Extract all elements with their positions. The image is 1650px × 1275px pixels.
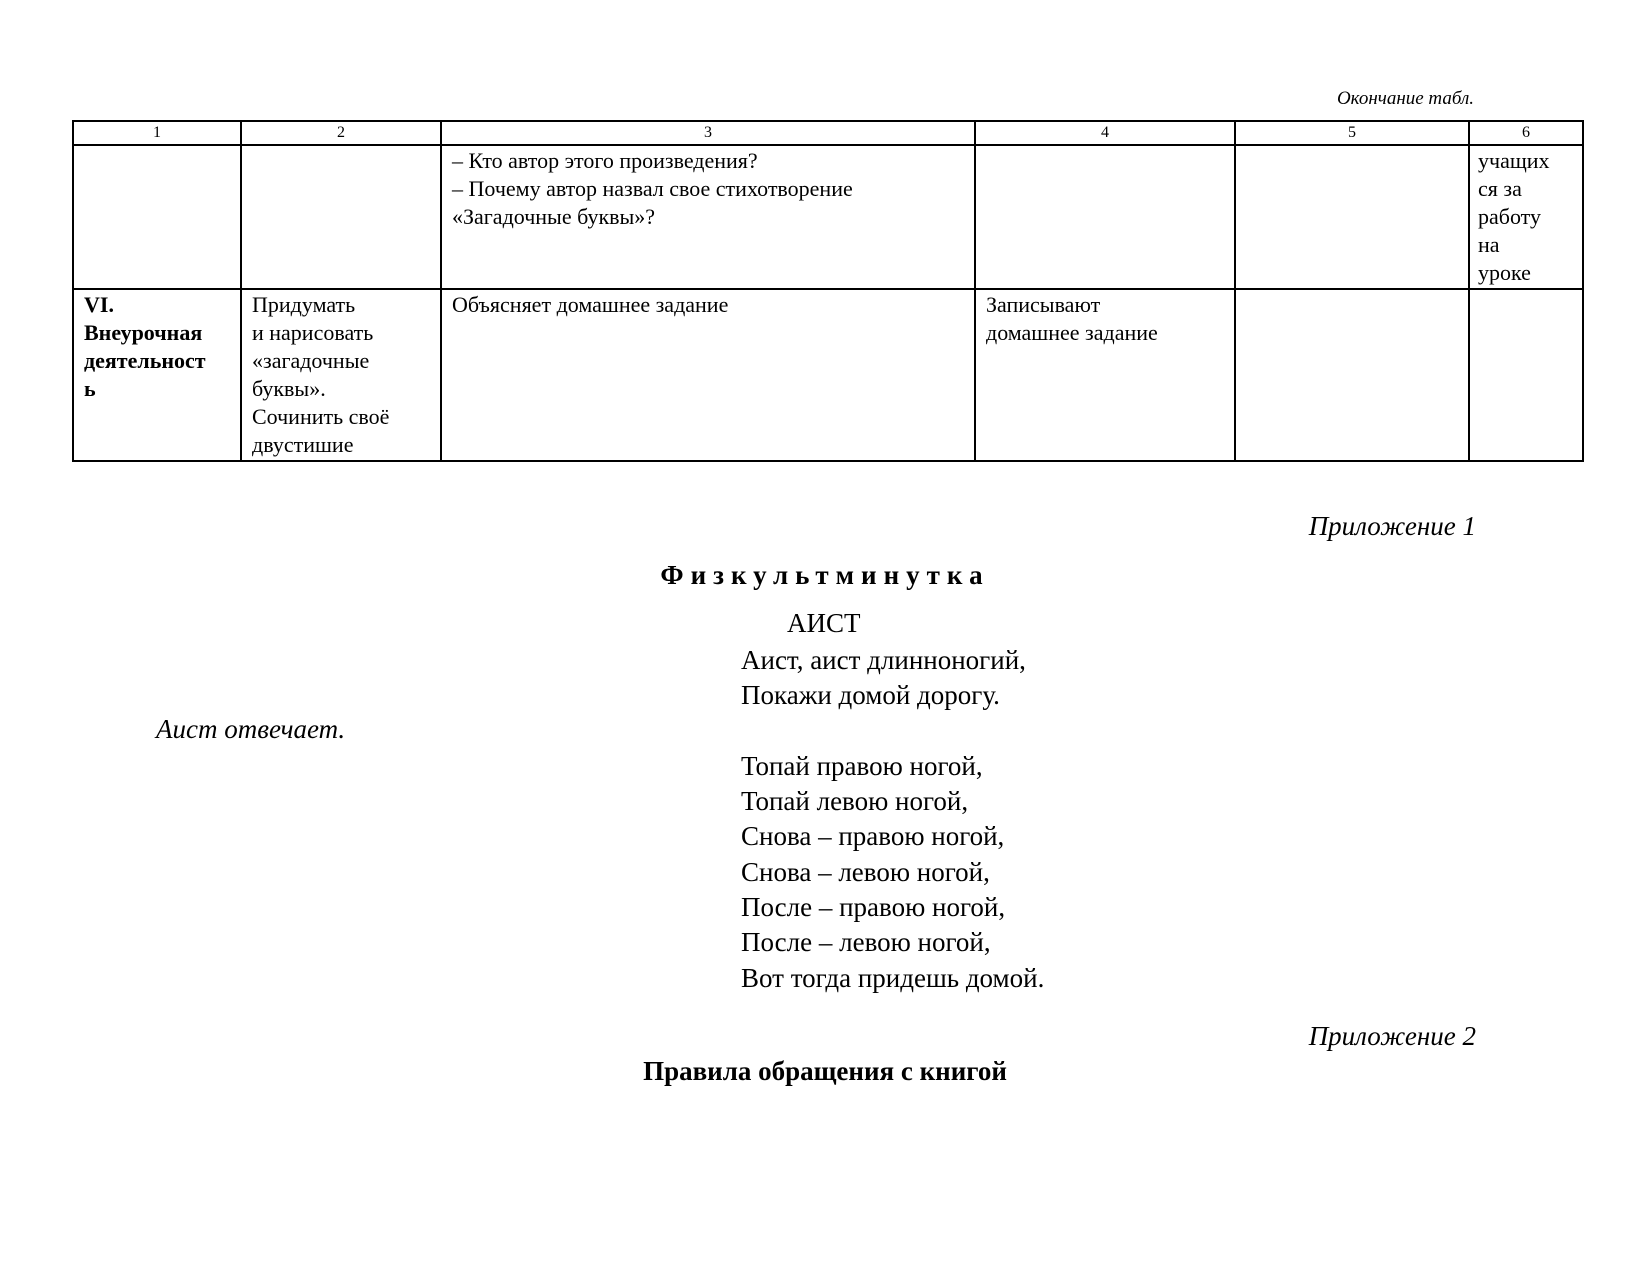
student-activity-cell (975, 289, 1235, 461)
stage-line: VI. (84, 292, 114, 317)
poem-body (741, 643, 1044, 996)
table-cell-empty (1235, 289, 1469, 461)
header-cell-2: 2 (241, 121, 441, 145)
teacher-activity-line: Объясняет домашнее задание (452, 292, 729, 317)
table-header-row (73, 121, 1583, 145)
poem-line: Покажи домой дорогу. (741, 680, 1000, 711)
stage-line: ь (84, 376, 96, 401)
result-line: работу (1478, 204, 1541, 229)
task-line: и нарисовать (252, 320, 374, 345)
poem-side-note: Аист отвечает. (156, 714, 346, 744)
poem-line: Вот тогда придешь домой. (741, 962, 1045, 993)
table-cell-empty (1235, 145, 1469, 289)
table-row (73, 289, 1583, 461)
result-line: уроке (1478, 260, 1531, 285)
table-cell-empty (975, 145, 1235, 289)
stage-line: Внеурочная (84, 320, 203, 345)
poem-line: После – левою ногой, (741, 927, 991, 958)
student-activity-line: Записывают (986, 292, 1101, 317)
task-line: Сочинить своё (252, 404, 390, 429)
table-cell-empty (73, 145, 241, 289)
poem-title: АИСТ (787, 608, 861, 638)
question-line: – Кто автор этого произведения? (452, 148, 758, 173)
stage-line: деятельност (84, 348, 206, 373)
stage-name-cell (73, 289, 241, 461)
table-row (73, 145, 1583, 289)
poem-line: Топай правою ногой, (741, 750, 983, 781)
appendix-1-title: Физкультминутка (660, 560, 990, 590)
header-cell-6: 6 (1469, 121, 1583, 145)
table-cell-empty (1469, 289, 1583, 461)
question-line: – Почему автор назвал свое стихотворение (452, 176, 853, 201)
appendix-2-title: Правила обращения с книгой (643, 1056, 1007, 1086)
question-line: «Загадочные буквы»? (452, 204, 656, 229)
poem-line: Снова – левою ногой, (741, 856, 990, 887)
teacher-activity-questions-cell (441, 145, 975, 289)
result-line: на (1478, 232, 1500, 257)
task-line: двустишие (252, 432, 354, 457)
result-cell (1469, 145, 1583, 289)
result-line: учащих (1478, 148, 1550, 173)
appendix-1-label: Приложение 1 (1308, 511, 1476, 541)
result-line: ся за (1478, 176, 1522, 201)
task-line: «загадочные (252, 348, 370, 373)
table-ending-note: Окончание табл. (1336, 88, 1474, 109)
header-cell-4: 4 (975, 121, 1235, 145)
task-cell (241, 289, 441, 461)
poem-line (741, 714, 1044, 749)
poem-line: Топай левою ногой, (741, 786, 969, 817)
teacher-activity-cell (441, 289, 975, 461)
poem-line: Снова – правою ногой, (741, 821, 1005, 852)
task-line: буквы». (252, 376, 326, 401)
task-line: Придумать (252, 292, 356, 317)
poem-line: После – правою ногой, (741, 892, 1006, 923)
header-cell-3: 3 (441, 121, 975, 145)
appendix-2-label: Приложение 2 (1308, 1021, 1476, 1051)
header-cell-1: 1 (73, 121, 241, 145)
student-activity-line: домашнее задание (986, 320, 1158, 345)
header-cell-5: 5 (1235, 121, 1469, 145)
lesson-plan-table (72, 120, 1584, 462)
poem-line: Аист, аист длинноногий, (741, 645, 1026, 675)
table-cell-empty (241, 145, 441, 289)
